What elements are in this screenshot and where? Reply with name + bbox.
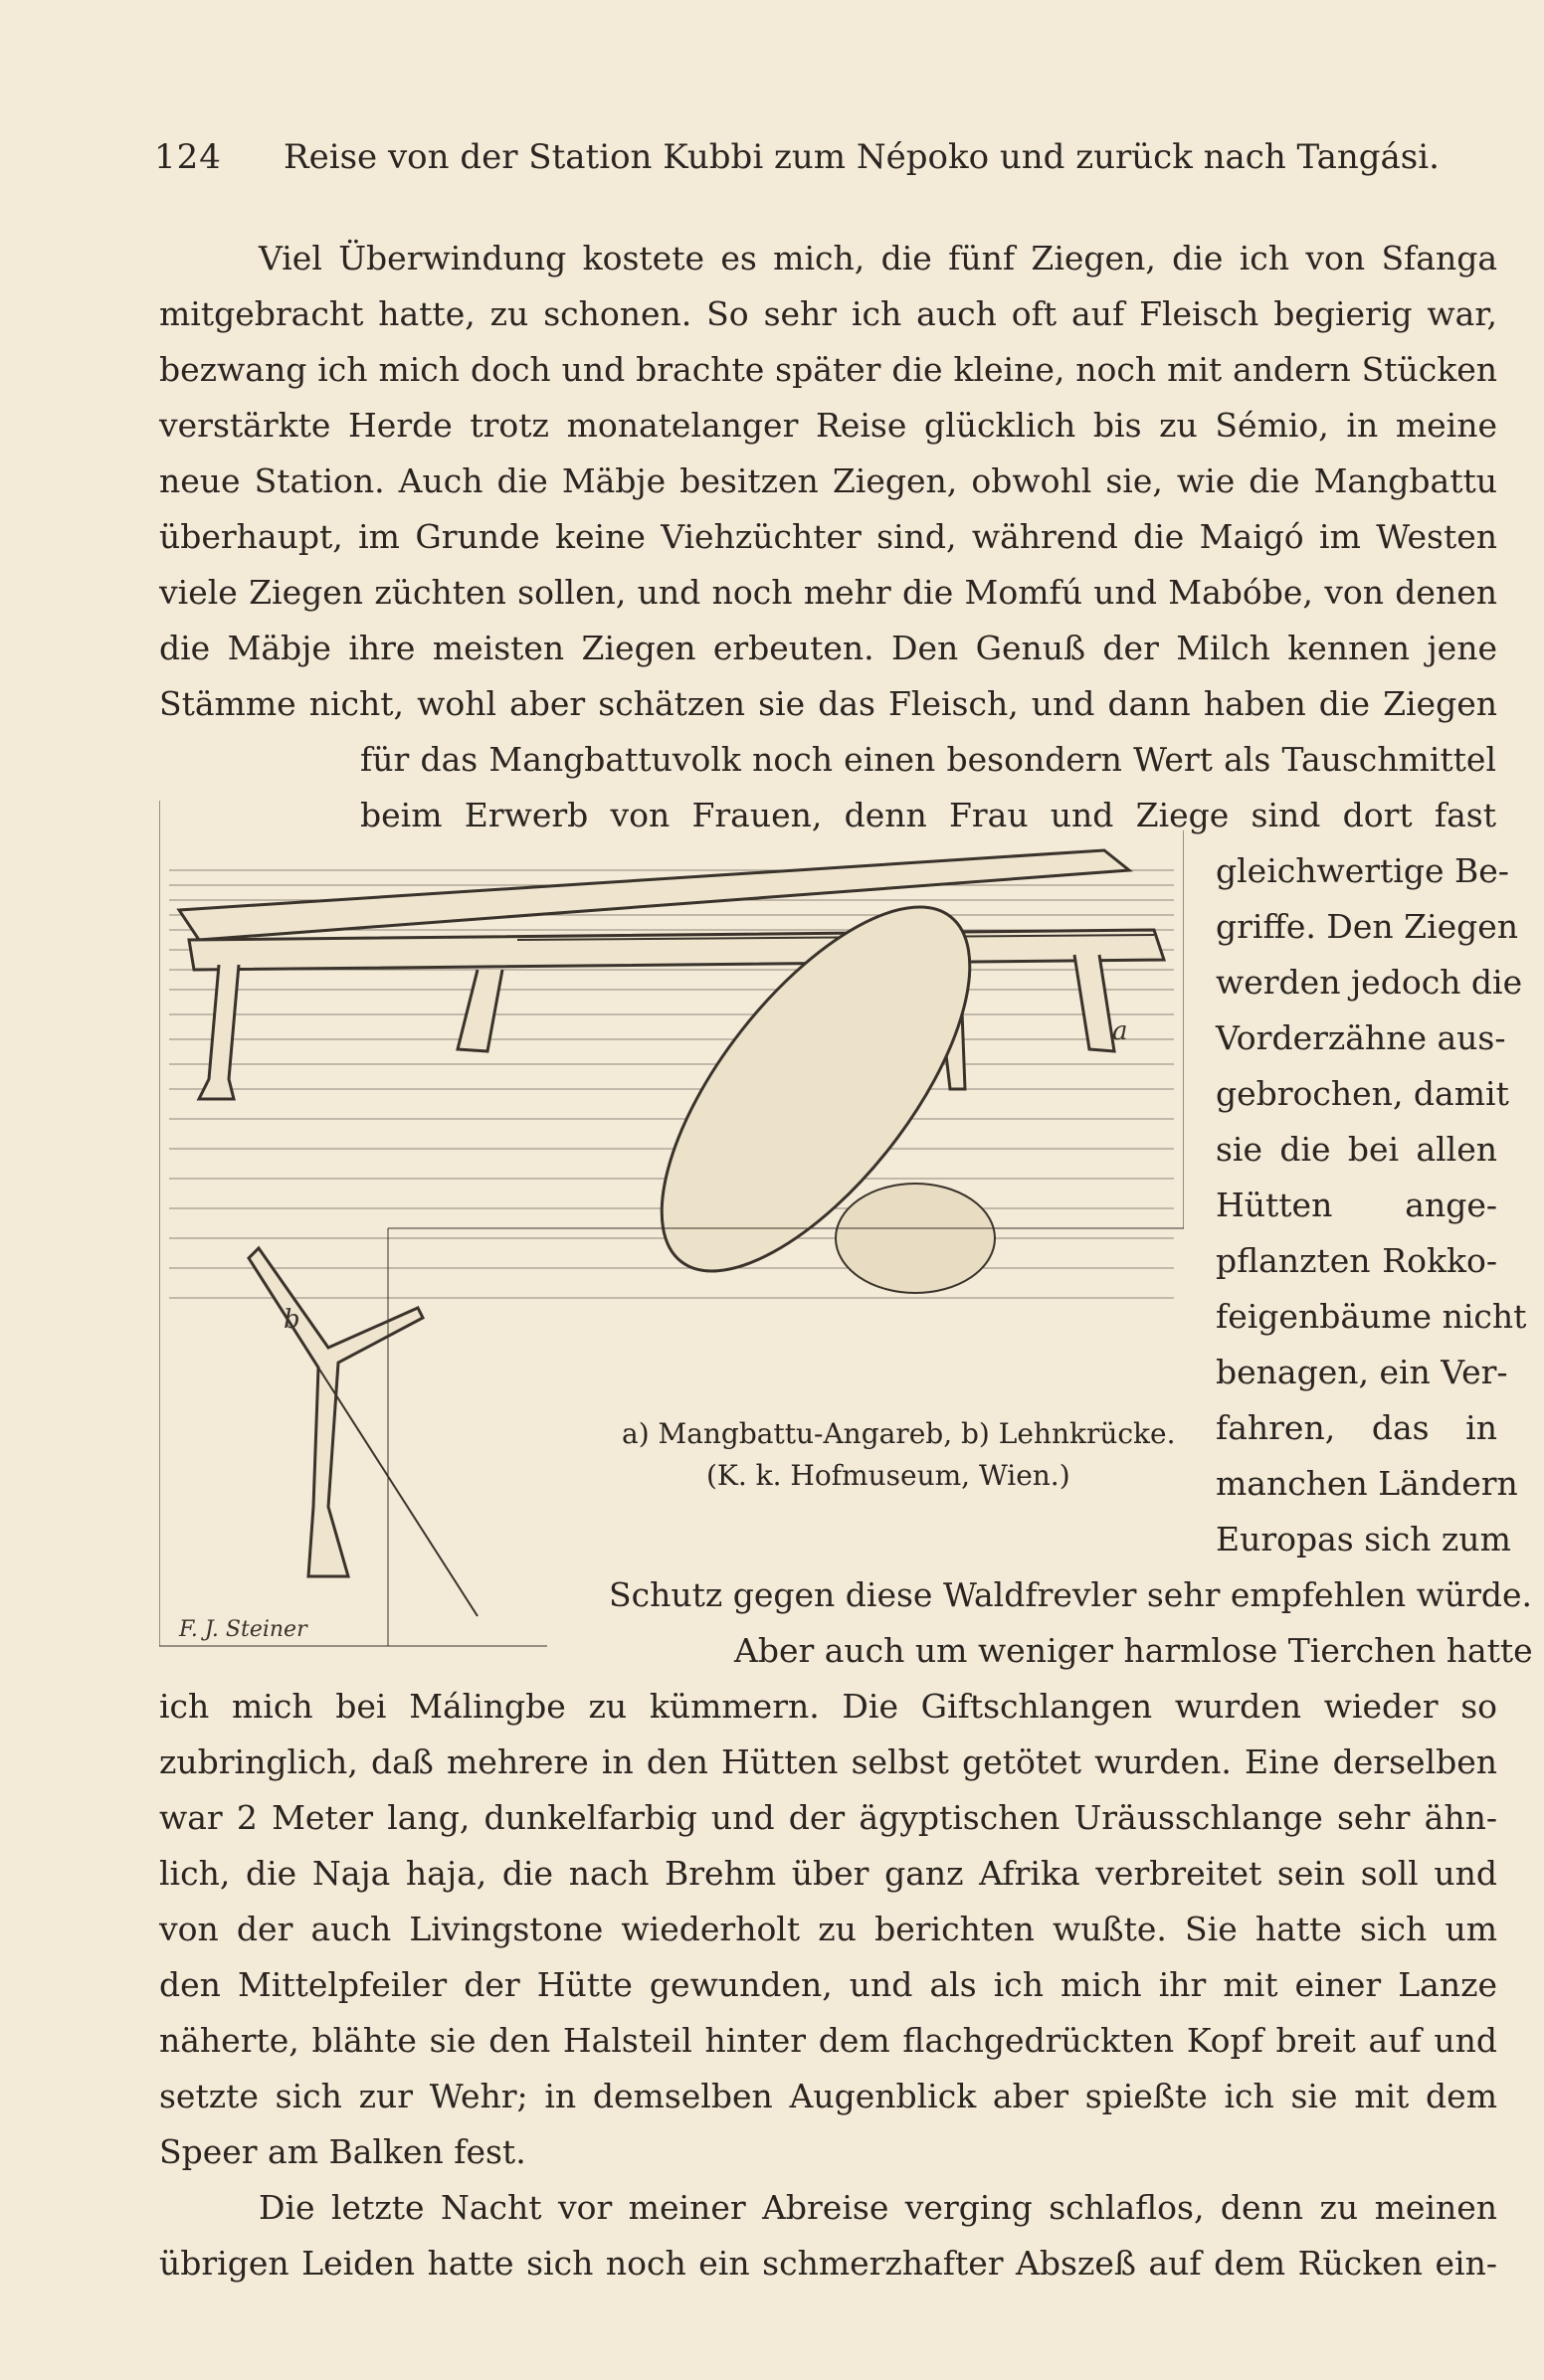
text-line: von der auch Livingstone wiederholt zu berichten wußte. Sie hatte sich um (159, 1910, 1497, 1948)
text-line: den Mittelpfeiler der Hütte gewunden, und als ich mich ihr mit einer Lanze (159, 1965, 1497, 2004)
text-line: war 2 Meter lang, dunkelfarbig und der ägyptischen Uräusschlange sehr ähn- (159, 1798, 1497, 1837)
text-line: bezwang ich mich doch und brachte später die kleine, noch mit andern Stücken (159, 350, 1497, 389)
text-line: Schutz gegen diese Waldfrevler sehr empfehlen würde. (609, 1575, 1533, 1614)
text-line: benagen, ein Ver- (1216, 1353, 1508, 1391)
label-a: a (1112, 1016, 1128, 1046)
running-header (154, 137, 1440, 177)
text-line: für das Mangbattuvolk noch einen besondern Wert als Tauschmittel (360, 740, 1496, 779)
running-title: Reise von der Station Kubbi zum Népoko und zurück nach Tangási. (284, 137, 1440, 177)
page-number: 124 (154, 137, 222, 177)
text-line: feigenbäume nicht (1216, 1297, 1527, 1336)
text-line: neue Station. Auch die Mäbje besitzen Ziegen, obwohl sie, wie die Mangbattu (159, 461, 1497, 500)
text-line: sie die bei allen (1216, 1130, 1497, 1169)
figure-caption-line2: (K. k. Hofmuseum, Wien.) (706, 1459, 1070, 1492)
text-line: beim Erwerb von Frauen, denn Frau und Ziege sind dort fast (360, 796, 1496, 834)
text-line: werden jedoch die (1216, 963, 1523, 1002)
text-line: gebrochen, damit (1216, 1074, 1509, 1113)
artist-signature: F. J. Steiner (179, 1617, 307, 1642)
text-line: näherte, blähte sie den Halsteil hinter dem flachgedrückten Kopf breit auf und (159, 2021, 1497, 2060)
text-line: gleichwertige Be- (1216, 851, 1509, 890)
text-line: pflanzten Rokko- (1216, 1241, 1497, 1280)
text-line: Vorderzähne aus- (1216, 1018, 1506, 1057)
text-line: die Mäbje ihre meisten Ziegen erbeuten. Den Genuß der Milch kennen jene (159, 629, 1497, 667)
text-line: manchen Ländern (1216, 1464, 1518, 1503)
text-line: lich, die Naja haja, die nach Brehm über ganz Afrika verbreitet sein soll und (159, 1854, 1497, 1893)
text-line: Europas sich zum (1216, 1520, 1511, 1558)
text-line: Viel Überwindung kostete es mich, die fünf Ziegen, die ich von Sfanga (259, 239, 1497, 277)
text-line: Stämme nicht, wohl aber schätzen sie das Fleisch, und dann haben die Ziegen (159, 684, 1497, 723)
text-line: verstärkte Herde trotz monatelanger Reise glücklich bis zu Sémio, in meine (159, 406, 1497, 445)
text-line: zubringlich, daß mehrere in den Hütten selbst getötet wurden. Eine derselben (159, 1742, 1497, 1781)
angareb-drawing (159, 791, 1184, 1651)
text-line: überhaupt, im Grunde keine Viehzüchter sind, während die Maigó im Westen (159, 517, 1497, 556)
text-line: Die letzte Nacht vor meiner Abreise verging schlaflos, denn zu meinen (259, 2188, 1497, 2227)
text-line: ich mich bei Málingbe zu kümmern. Die Giftschlangen wurden wieder so (159, 1687, 1497, 1726)
text-line: fahren, das in (1216, 1408, 1497, 1447)
text-line: setzte sich zur Wehr; in demselben Augenblick aber spießte ich sie mit dem (159, 2077, 1497, 2115)
text-line: übrigen Leiden hatte sich noch ein schmerzhafter Abszeß auf dem Rücken ein- (159, 2244, 1497, 2283)
text-line: viele Ziegen züchten sollen, und noch mehr die Momfú und Mabóbe, von denen (159, 573, 1497, 612)
text-line: Aber auch um weniger harmlose Tierchen hatte (734, 1631, 1533, 1670)
figure-caption-line1: a) Mangbattu-Angareb, b) Lehnkrücke. (622, 1417, 1176, 1450)
figure-angareb-illustration (159, 791, 1184, 1651)
text-line: mitgebracht hatte, zu schonen. So sehr ich auch oft auf Fleisch begierig war, (159, 294, 1497, 333)
text-line: Speer am Balken fest. (159, 2132, 526, 2171)
text-line: griffe. Den Ziegen (1216, 907, 1519, 946)
text-line: Hütten ange- (1216, 1186, 1497, 1224)
label-b: b (284, 1305, 300, 1335)
